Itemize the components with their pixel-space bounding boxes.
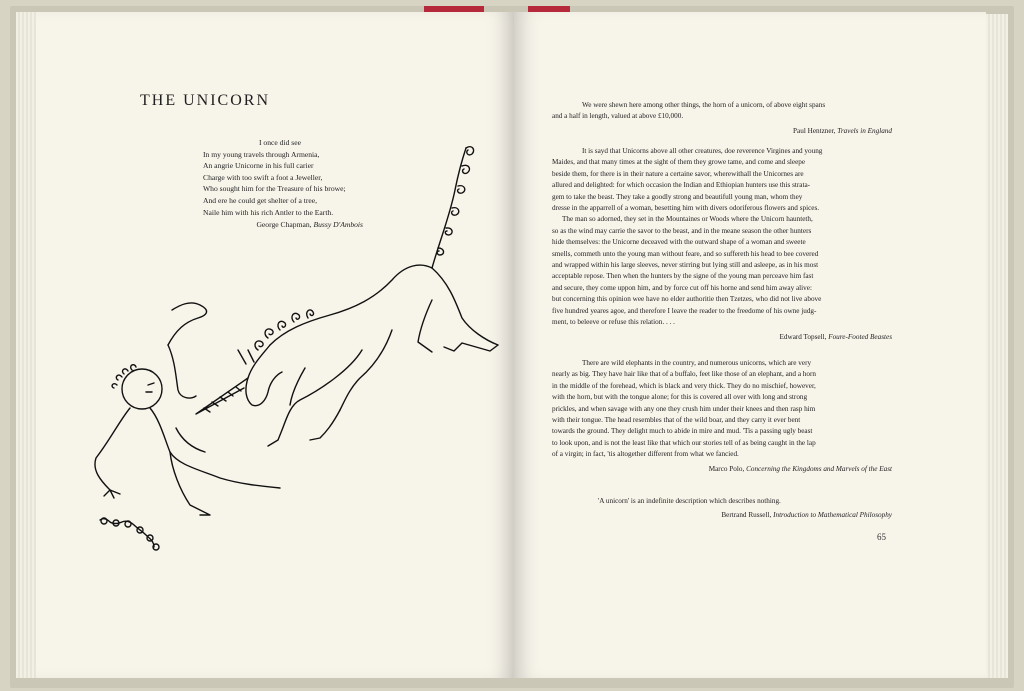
text-line: and wrapped within his large sleeves, never stirring but lying still and asleepe, as in his most xyxy=(552,261,819,270)
quote-russell xyxy=(552,496,892,522)
text-line: beside them, for there is in their nature a certaine savor, wherewithall the Unicornes are xyxy=(552,169,804,178)
text-line: We were shewn here among other things, the horn of a unicorn, of above eight spans xyxy=(582,101,826,109)
quote-attribution xyxy=(552,332,892,343)
page-number: 65 xyxy=(877,532,886,542)
text-line: nearly as big. They have hair like that of a buffalo, feet like those of an elephant, and a horn xyxy=(552,370,816,379)
poem-line: Charge with too swift a foot a Jeweller, xyxy=(203,172,323,182)
text-line: 'A unicorn' is an indefinite description which describes nothing. xyxy=(598,497,781,505)
quote-marco-polo xyxy=(552,358,892,475)
quote-attribution xyxy=(552,510,892,521)
poem-author: George Chapman, xyxy=(256,220,312,230)
text-line: It is sayd that Unicorns above all other creatures, doe reverence Virgines and young xyxy=(582,147,823,155)
poem-line: Who sought him for the Treasure of his browe; xyxy=(203,184,346,194)
text-line: in the middle of the forehead, which is black and very thick. They do no mischief, however, xyxy=(552,381,816,390)
text-line: Maides, and that many times at the sight of them they growe tame, and come and sleepe xyxy=(552,158,806,167)
quote-author: Edward Topsell, xyxy=(779,332,827,341)
text-line: ment, to beleeve or refuse this relation. . . . xyxy=(552,318,675,327)
text-line: so as the wind may carrie the savor to the beast, and in the meane season the other hunters xyxy=(552,226,812,235)
quote-author: Bertrand Russell, xyxy=(721,511,772,520)
quote-source: Travels in England xyxy=(837,126,892,135)
quote-author: Marco Polo, xyxy=(708,464,745,473)
text-line: and a half in length, valued at above £10,000. xyxy=(552,112,684,121)
quote-attribution xyxy=(552,126,892,137)
text-line: with the horn, but with the tongue alone; for this is covered all over with long and strong xyxy=(552,393,808,402)
text-line: gem to take the beast. They take a goodly strong and beautifull young man, whom they xyxy=(552,192,803,201)
poem-line: Naile him with his rich Antler to the Earth. xyxy=(203,207,334,217)
text-line: There are wild elephants in the country, and numerous unicorns, which are very xyxy=(582,359,812,367)
poem-line: I once did see xyxy=(259,138,301,147)
quote-source: Introduction to Mathematical Philosophy xyxy=(773,511,892,520)
text-line: allured and delighted: for which occasion the Indian and Ethiopian hunters use this strata- xyxy=(552,181,811,190)
text-line: hide themselves: the Unicorne deceaved with the outward shape of a woman and sweete xyxy=(552,238,806,247)
text-line: dresse in the apparrell of a woman, besetting him with divers odoriferous flowers and spices. xyxy=(552,204,820,213)
text-line: but concerning this opinion wee have no elder authoritie then Tzetzes, who did not live above xyxy=(552,295,822,304)
text-line: and secure, they come uppon him, and by force cut off his horne and send him away alive: xyxy=(552,283,812,292)
page-title: THE UNICORN xyxy=(140,92,270,109)
text-line: five hundred yeares agoe, and therefore I leave the reader to the freedome of his owne judg- xyxy=(552,306,817,315)
quote-author: Paul Hentzner, xyxy=(793,126,836,135)
poem-line: And ere he could get shelter of a tree, xyxy=(203,195,318,205)
poem-source: Bussy D'Ambois xyxy=(313,220,363,230)
text-line: of a virgin; in fact, 'tis altogether different from what we fancied. xyxy=(552,450,739,459)
text-line: smells, commeth unto the young man without feare, and so suffereth his head to bee covered xyxy=(552,249,819,258)
text-line: with their tongue. The head resembles that of the wild boar, and they carry it ever bent xyxy=(552,416,801,425)
quote-attribution xyxy=(552,464,892,475)
quote-source: Concerning the Kingdoms and Marvels of the East xyxy=(746,464,892,473)
text-line: The man so adorned, they set in the Mountaines or Woods where the Unicorn haunteth, xyxy=(562,215,813,224)
quote-topsell xyxy=(552,146,892,343)
text-line: prickles, and when savage with any one they crush him under their knees and then rasp him xyxy=(552,404,816,413)
text-line: to look upon, and is not the least like that which our stories tell of as being caught in the lap xyxy=(552,438,816,447)
quote-hentzner xyxy=(552,100,892,137)
text-line: towards the ground. They delight much to abide in mire and mud. 'Tis a passing ugly beast xyxy=(552,427,813,436)
poem-line: An angrie Unicorne in his full carier xyxy=(203,161,314,171)
text-line: acceptable repose. Then when the hunters by the signe of the young man perceave him fast xyxy=(552,272,814,281)
poem-line: In my young travels through Armenia, xyxy=(203,149,320,159)
quote-source: Foure-Footed Beastes xyxy=(828,332,892,341)
